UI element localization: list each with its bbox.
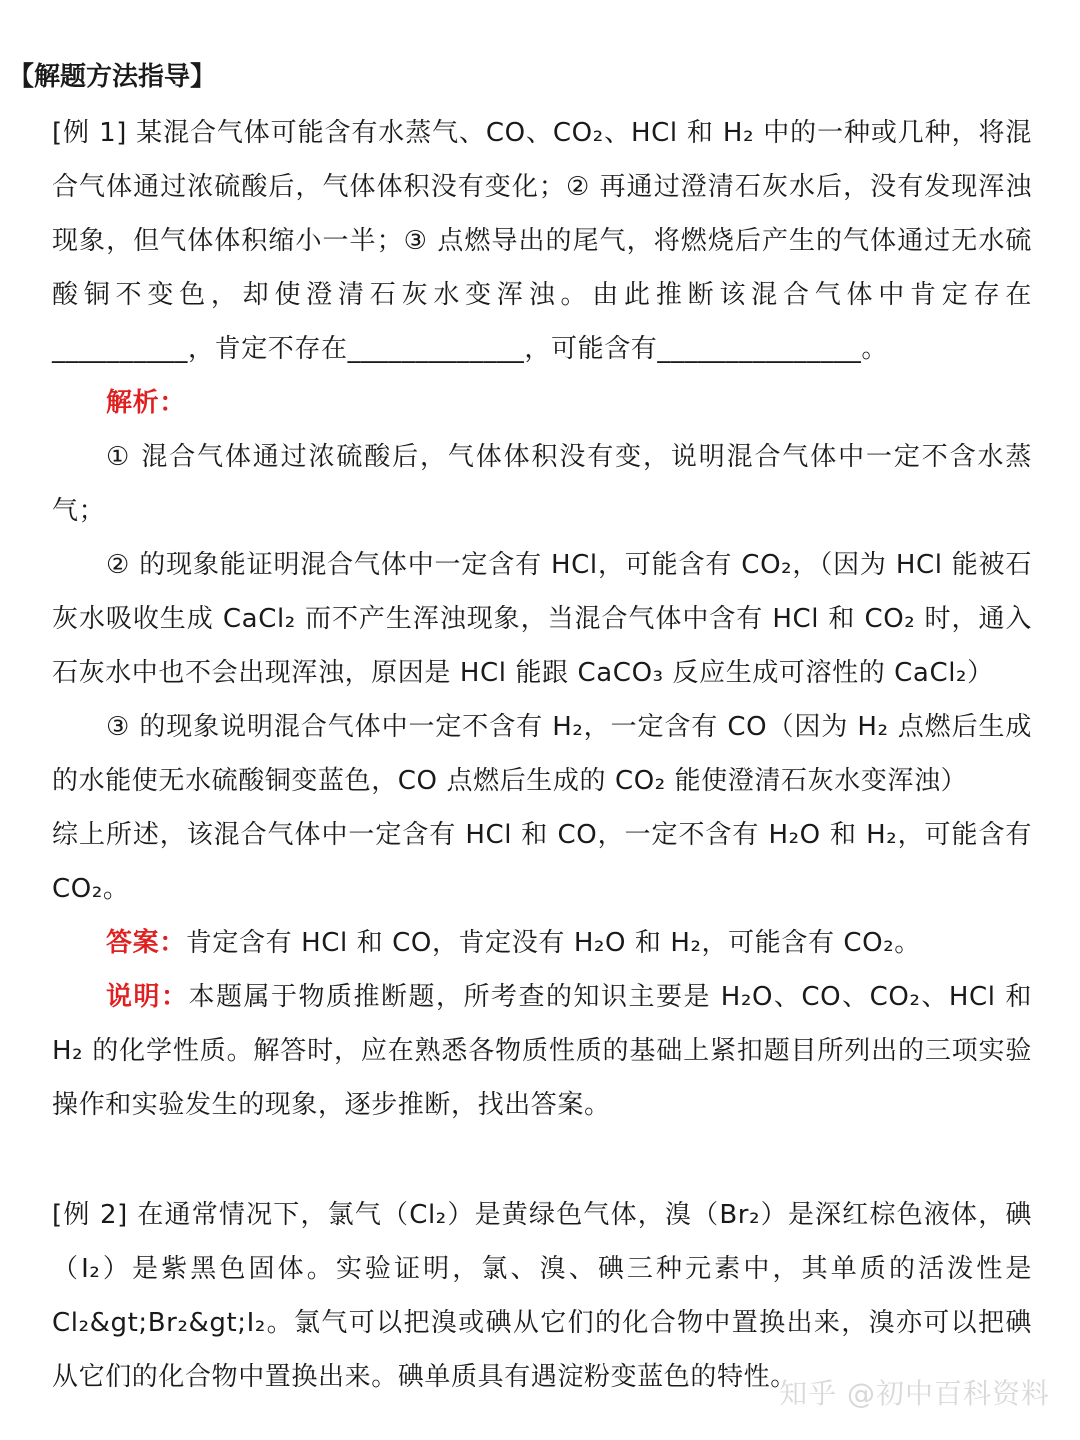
watermark-text: 知乎 @初中百科资料 [779, 1377, 1050, 1410]
example2-question: [例 2] 在通常情况下，氯气（Cl₂）是黄绿色气体，溴（Br₂）是深红棕色液体，碘（I₂）是紫黑色固体。实验证明，氯、溴、碘三种元素中，其单质的活泼性是 Cl₂&gt;Br₂&gt;I₂。氯气可以把溴或碘从它们的化合物中置换出来，溴亦可以把碘从它们的化合物中置换出来。碘单质具有遇淀粉变蓝色的特性。 [52, 1200, 1032, 1392]
note-paragraph [52, 970, 1032, 1132]
answer-label: 答案： [106, 928, 186, 958]
analysis-label-line [52, 376, 1032, 430]
analysis-label: 解析： [106, 388, 186, 418]
analysis-step-3: ③ 的现象说明混合气体中一定不含有 H₂，一定含有 CO（因为 H₂ 点燃后生成的水能使无水硫酸铜变蓝色，CO 点燃后生成的 CO₂ 能使澄清石灰水变浑浊） [52, 712, 1032, 796]
analysis-step-2: ② 的现象能证明混合气体中一定含有 HCl，可能含有 CO₂，（因为 HCl 能被石灰水吸收生成 CaCl₂ 而不产生浑浊现象，当混合气体中含有 HCl 和 CO₂ 时，通入石灰水中也不会出现浑浊，原因是 HCl 能跟 CaCO₃ 反应生成可溶性的 CaCl₂） [52, 550, 1032, 688]
answer-text: 肯定含有 HCl 和 CO，肯定没有 H₂O 和 H₂，可能含有 CO₂。 [185, 928, 921, 958]
answer-paragraph [52, 916, 1032, 970]
note-label: 说明： [106, 982, 189, 1012]
example1-question: [例 1] 某混合气体可能含有水蒸气、CO、CO₂、HCl 和 H₂ 中的一种或几种，将混合气体通过浓硫酸后，气体体积没有变化；② 再通过澄清石灰水后，没有发现浑浊现象，但气体体积缩小一半；③ 点燃导出的尾气，将燃烧后产生的气体通过无水硫酸铜不变色，却使澄清石灰水变浑浊。由此推断该混合气体中肯定存在__________，肯定不存在_____________，可能含有_______________。 [52, 118, 1032, 364]
note-text: 本题属于物质推断题，所考查的知识主要是 H₂O、CO、CO₂、HCl 和 H₂ 的化学性质。解答时，应在熟悉各物质性质的基础上紧扣题目所列出的三项实验操作和实验发生的现象，逐步推断，找出答案。 [52, 982, 1032, 1120]
section-heading: 【解题方法指导】 [8, 62, 217, 92]
analysis-summary: 综上所述，该混合气体中一定含有 HCl 和 CO，一定不含有 H₂O 和 H₂，可能含有 CO₂。 [52, 820, 1032, 904]
analysis-step-1: ① 混合气体通过浓硫酸后，气体体积没有变，说明混合气体中一定不含水蒸气； [52, 442, 1032, 526]
